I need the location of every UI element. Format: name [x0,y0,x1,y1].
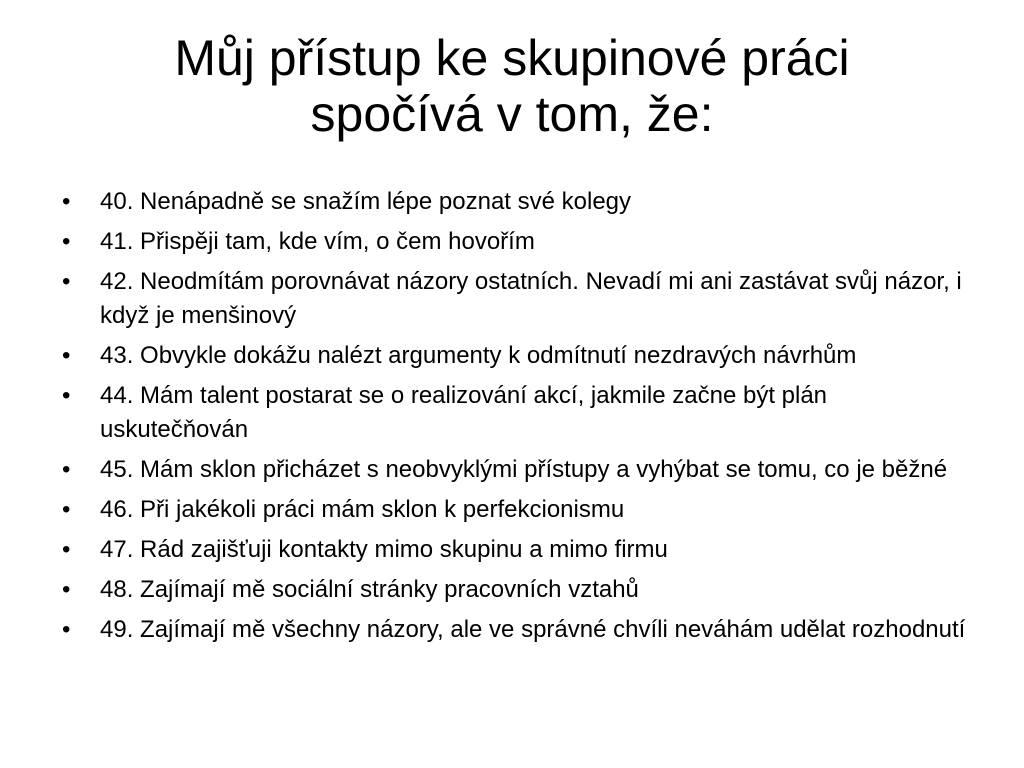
bullet-text: 45. Mám sklon přicházet s neobvyklými přístupy a vyhýbat se tomu, co je běžné [100,456,948,483]
bullet-list [60,185,980,653]
bullet-item-46 [60,493,980,527]
slide-title [60,30,964,142]
bullet-icon: • [62,268,71,295]
bullet-icon: • [62,496,71,523]
bullet-icon: • [62,228,71,255]
bullet-icon: • [62,576,71,603]
bullet-text: 40. Nenápadně se snažím lépe poznat své kolegy [100,188,632,215]
slide-title-line-2: spočívá v tom, že: [310,86,714,142]
bullet-item-45 [60,453,980,487]
bullet-icon: • [62,536,71,563]
bullet-item-42 [60,265,980,333]
bullet-icon: • [62,382,71,409]
bullet-text: 48. Zajímají mě sociální stránky pracovních vztahů [100,576,639,603]
slide-title-line-1: Můj přístup ke skupinové práci [174,30,850,86]
bullet-text: 46. Při jakékoli práci mám sklon k perfekcionismu [100,496,625,523]
bullet-item-43 [60,339,980,373]
bullet-text: 42. Neodmítám porovnávat názory ostatních. Nevadí mi ani zastávat svůj názor, i když je menšinový [100,268,962,329]
bullet-item-47 [60,533,980,567]
bullet-item-49 [60,613,980,647]
bullet-item-41 [60,225,980,259]
bullet-text: 43. Obvykle dokážu nalézt argumenty k odmítnutí nezdravých návrhům [100,342,857,369]
bullet-icon: • [62,342,71,369]
bullet-text: 47. Rád zajišťuji kontakty mimo skupinu a mimo firmu [100,536,668,563]
bullet-item-48 [60,573,980,607]
bullet-icon: • [62,616,71,643]
bullet-text: 49. Zajímají mě všechny názory, ale ve správné chvíli neváhám udělat rozhodnutí [100,616,966,643]
bullet-text: 44. Mám talent postarat se o realizování akcí, jakmile začne být plán uskutečňován [100,382,828,443]
bullet-icon: • [62,188,71,215]
bullet-text: 41. Přispěji tam, kde vím, o čem hovořím [100,228,535,255]
bullet-item-40 [60,185,980,219]
bullet-item-44 [60,379,980,447]
bullet-icon: • [62,456,71,483]
